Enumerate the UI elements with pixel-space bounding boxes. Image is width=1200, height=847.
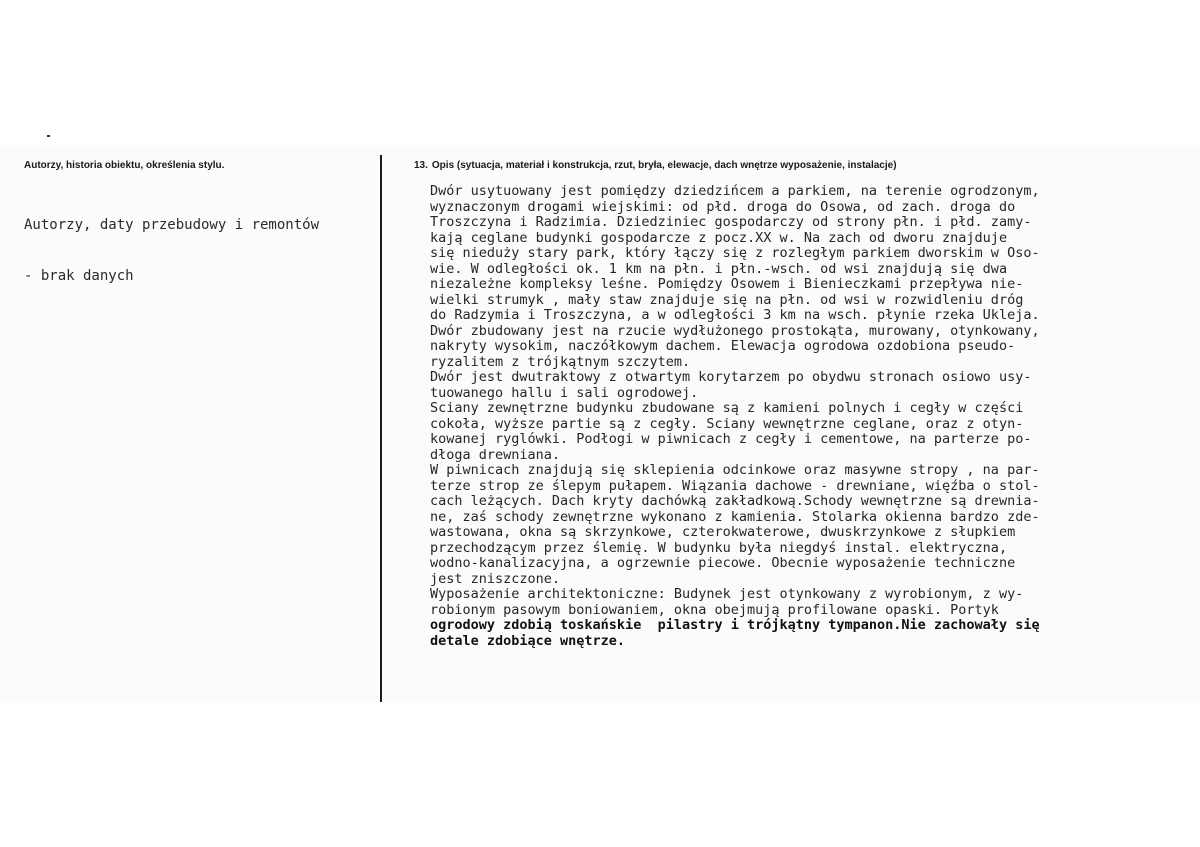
header-authors-history: Autorzy, historia obiektu, określenia stylu. [24,160,225,171]
description-line: tuowanego hallu i sali ogrodowej. [430,384,699,401]
description-line: do Radzymia i Troszczyna, a w odległości 3 km na wsch. płynie rzeka Ukleja. [430,307,1040,323]
description-line: wodno-kanalizacyjna, a ogrzewnie piecowe. Obecnie wyposażenie techniczne [430,555,1016,571]
description-line: Dwór usytuowany jest pomiędzy dziedzińcem a parkiem, na terenie ogrodzonym, [430,183,1040,199]
authors-line: - brak danych [24,268,134,284]
description-line: się nieduży stary park, który łączy się z rozległym parkiem dworskim w Oso- [430,245,1040,261]
description-line: Wyposażenie architektoniczne: Budynek jest otynkowany z wyrobionym, z wy- [430,586,1024,602]
description-line: W piwnicach znajdują się sklepienia odcinkowe oraz masywne stropy , na par- [430,462,1040,478]
description-line: cokoła, wyższe partie są z cegły. Sciany wewnętrzne ceglane, oraz z otyn- [430,415,1024,432]
description-line: terze strop ze ślepym pułapem. Wiązania dachowe - drewniane, więźba o stol- [430,477,1040,494]
header-description [414,160,897,171]
description-line: dłoga drewniana. [430,446,561,463]
description-line: kowanej ryglówki. Podłogi w piwnicach z cegły i cementowe, na parterze po- [430,431,1032,447]
description-line: wyznaczonym drogami wiejskimi: od płd. droga do Osowa, od zach. droga do [430,198,1016,215]
description-line: kają ceglane budynki gospodarcze z pocz.XX w. Na zach od dworu znajduje [430,229,1008,246]
description-line: detale zdobiące wnętrze. [430,632,626,649]
description-line: Dwór jest dwutraktowy z otwartym korytarzem po obydwu stronach osiowo usy- [430,369,1032,385]
description-line: Dwór zbudowany jest na rzucie wydłużonego prostokąta, murowany, otynkowany, [430,322,1040,339]
description-line: cach leżących. Dach kryty dachówką zakładkową.Schody wewnętrzne są drewnia- [430,493,1040,509]
description-line: wie. W odległości ok. 1 km na płn. i płn.-wsch. od wsi znajdują się dwa [430,260,1008,277]
ink-speck [47,135,50,137]
description-line: Troszczyna i Radzimia. Dziedziniec gospodarczy od strony płn. i płd. zamy- [430,214,1032,230]
description-line: ne, zaś schody zewnętrzne wykonano z kamienia. Stolarka okienna bardzo zde- [430,508,1040,525]
description-line: ogrodowy zdobią toskańskie pilastry i trójkątny tympanon.Nie zachowały się [430,617,1040,633]
section-number: 13. [414,160,428,171]
description-line: niezależne kompleksy leśne. Pomiędzy Osowem i Bienieczkami przepływa nie- [430,276,1024,292]
description-line: robionym pasowym boniowaniem, okna obejmują profilowane opaski. Portyk [430,601,999,618]
description-line: wielki strumyk , mały staw znajduje się na płn. od wsi w rozwidleniu dróg [430,291,1024,308]
column-divider [380,155,382,702]
authors-text [24,183,319,302]
section-label: Opis (sytuacja, materiał i konstrukcja, rzut, bryła, elewacje, dach wnętrze wyposażenie, instalacje) [431,160,897,171]
description-line: ryzalitem z trójkątnym szczytem. [430,353,691,370]
authors-line: Autorzy, daty przebudowy i remontów [24,217,320,233]
description-line: Sciany zewnętrzne budynku zbudowane są z kamieni polnych i cegły w części [430,400,1024,416]
description-line: wastowana, okna są skrzynkowe, czterokwaterowe, dwuskrzynkowe z słupkiem [430,524,1016,540]
description-line: jest zniszczone. [430,570,561,587]
description-text [430,184,1175,649]
description-line: nakryty wysokim, naczółkowym dachem. Elewacja ogrodowa ozdobiona pseudo- [430,338,1016,354]
description-line: przechodzącym przez ślemię. W budynku była niegdyś instal. elektryczna, [430,539,1008,556]
